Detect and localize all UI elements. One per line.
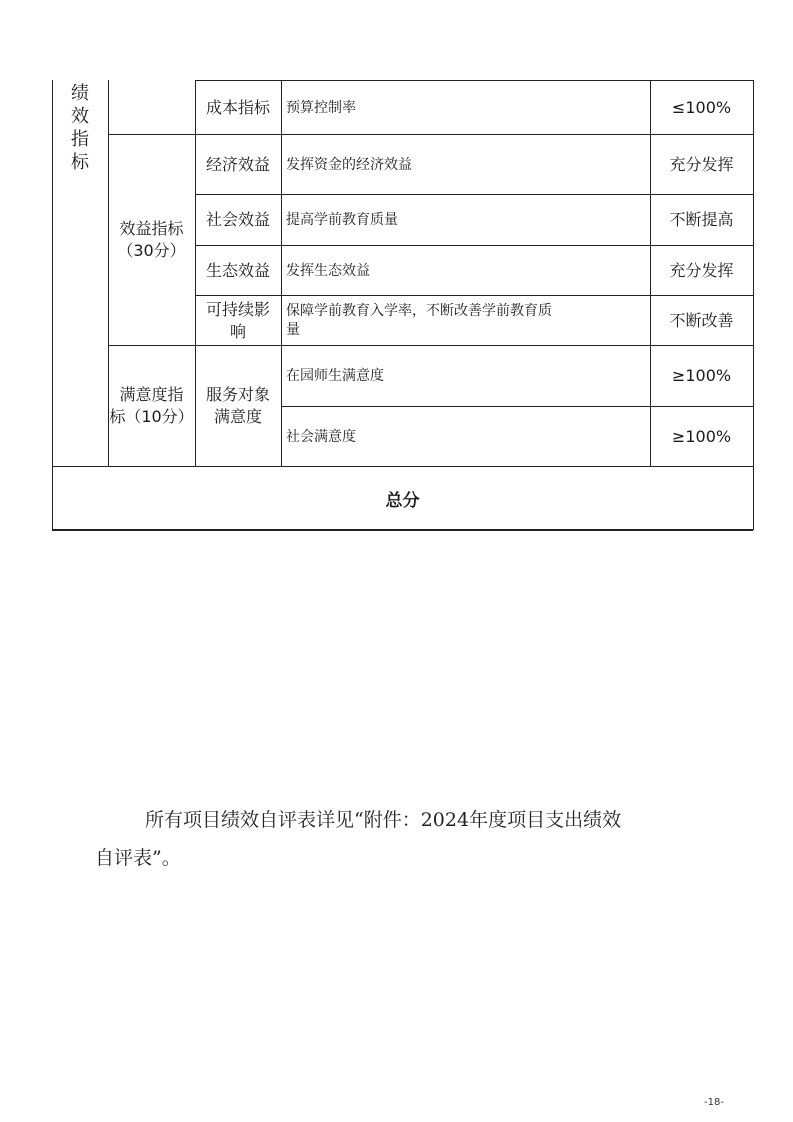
indicator-text: 保障学前教育入学率，不断改善学前教育质 bbox=[286, 302, 552, 319]
target-value-cell: ≥100% bbox=[671, 366, 732, 385]
paragraph-line: 所有项目绩效自评表详见“附件：2024年度项目支出绩效 bbox=[145, 809, 622, 831]
level2-text: （30分） bbox=[117, 241, 186, 260]
level3-text: 服务对象 bbox=[205, 385, 270, 404]
indicator-cell: 在园师生满意度 bbox=[286, 368, 384, 384]
performance-indicator-table bbox=[0, 0, 793, 560]
level2-text: 效益指标 bbox=[119, 219, 184, 238]
indicator-cell: 社会满意度 bbox=[286, 428, 356, 445]
level3-cell: 经济效益 bbox=[205, 154, 270, 174]
indicator-cell: 发挥生态效益 bbox=[286, 262, 370, 279]
indicator-cell: 预算控制率 bbox=[286, 99, 356, 116]
level3-sustain-cell bbox=[195, 296, 281, 345]
page-number: -18- bbox=[704, 1097, 724, 1108]
target-value-cell: 充分发挥 bbox=[669, 260, 734, 280]
target-value-cell: 不断提高 bbox=[669, 210, 734, 229]
table-border-bottom bbox=[52, 529, 753, 531]
level2-text: 满意度指 bbox=[119, 385, 184, 404]
level3-cell: 社会效益 bbox=[205, 210, 270, 229]
category-char: 标 bbox=[71, 152, 89, 173]
indicator-cell: 发挥资金的经济效益 bbox=[286, 156, 412, 173]
level3-cell: 成本指标 bbox=[205, 97, 270, 117]
level2-satisfaction-cell bbox=[108, 346, 195, 466]
level2-text: 标（10分） bbox=[109, 407, 194, 426]
category-char: 指 bbox=[71, 129, 89, 150]
category-char: 效 bbox=[71, 106, 89, 127]
target-value-cell: 充分发挥 bbox=[669, 154, 734, 174]
category-label bbox=[52, 82, 108, 174]
level2-benefit-cell bbox=[108, 135, 195, 345]
level3-text: 响 bbox=[229, 321, 246, 341]
total-score-label: 总分 bbox=[385, 490, 420, 511]
target-value-cell: ≤100% bbox=[671, 97, 732, 117]
table-border-right bbox=[753, 80, 754, 530]
indicator-cell: 提高学前教育质量 bbox=[286, 212, 398, 228]
category-char: 绩 bbox=[71, 83, 89, 104]
indicator-text: 量 bbox=[286, 321, 300, 338]
level3-text: 满意度 bbox=[213, 407, 262, 426]
level3-service-cell bbox=[195, 346, 281, 466]
paragraph-line: 自评表”。 bbox=[95, 847, 181, 869]
target-value-cell: ≥100% bbox=[671, 426, 732, 446]
level3-text: 可持续影 bbox=[205, 299, 270, 319]
target-value-cell: 不断改善 bbox=[669, 310, 734, 330]
indicator-long-cell bbox=[281, 296, 650, 345]
level3-cell: 生态效益 bbox=[205, 260, 270, 280]
